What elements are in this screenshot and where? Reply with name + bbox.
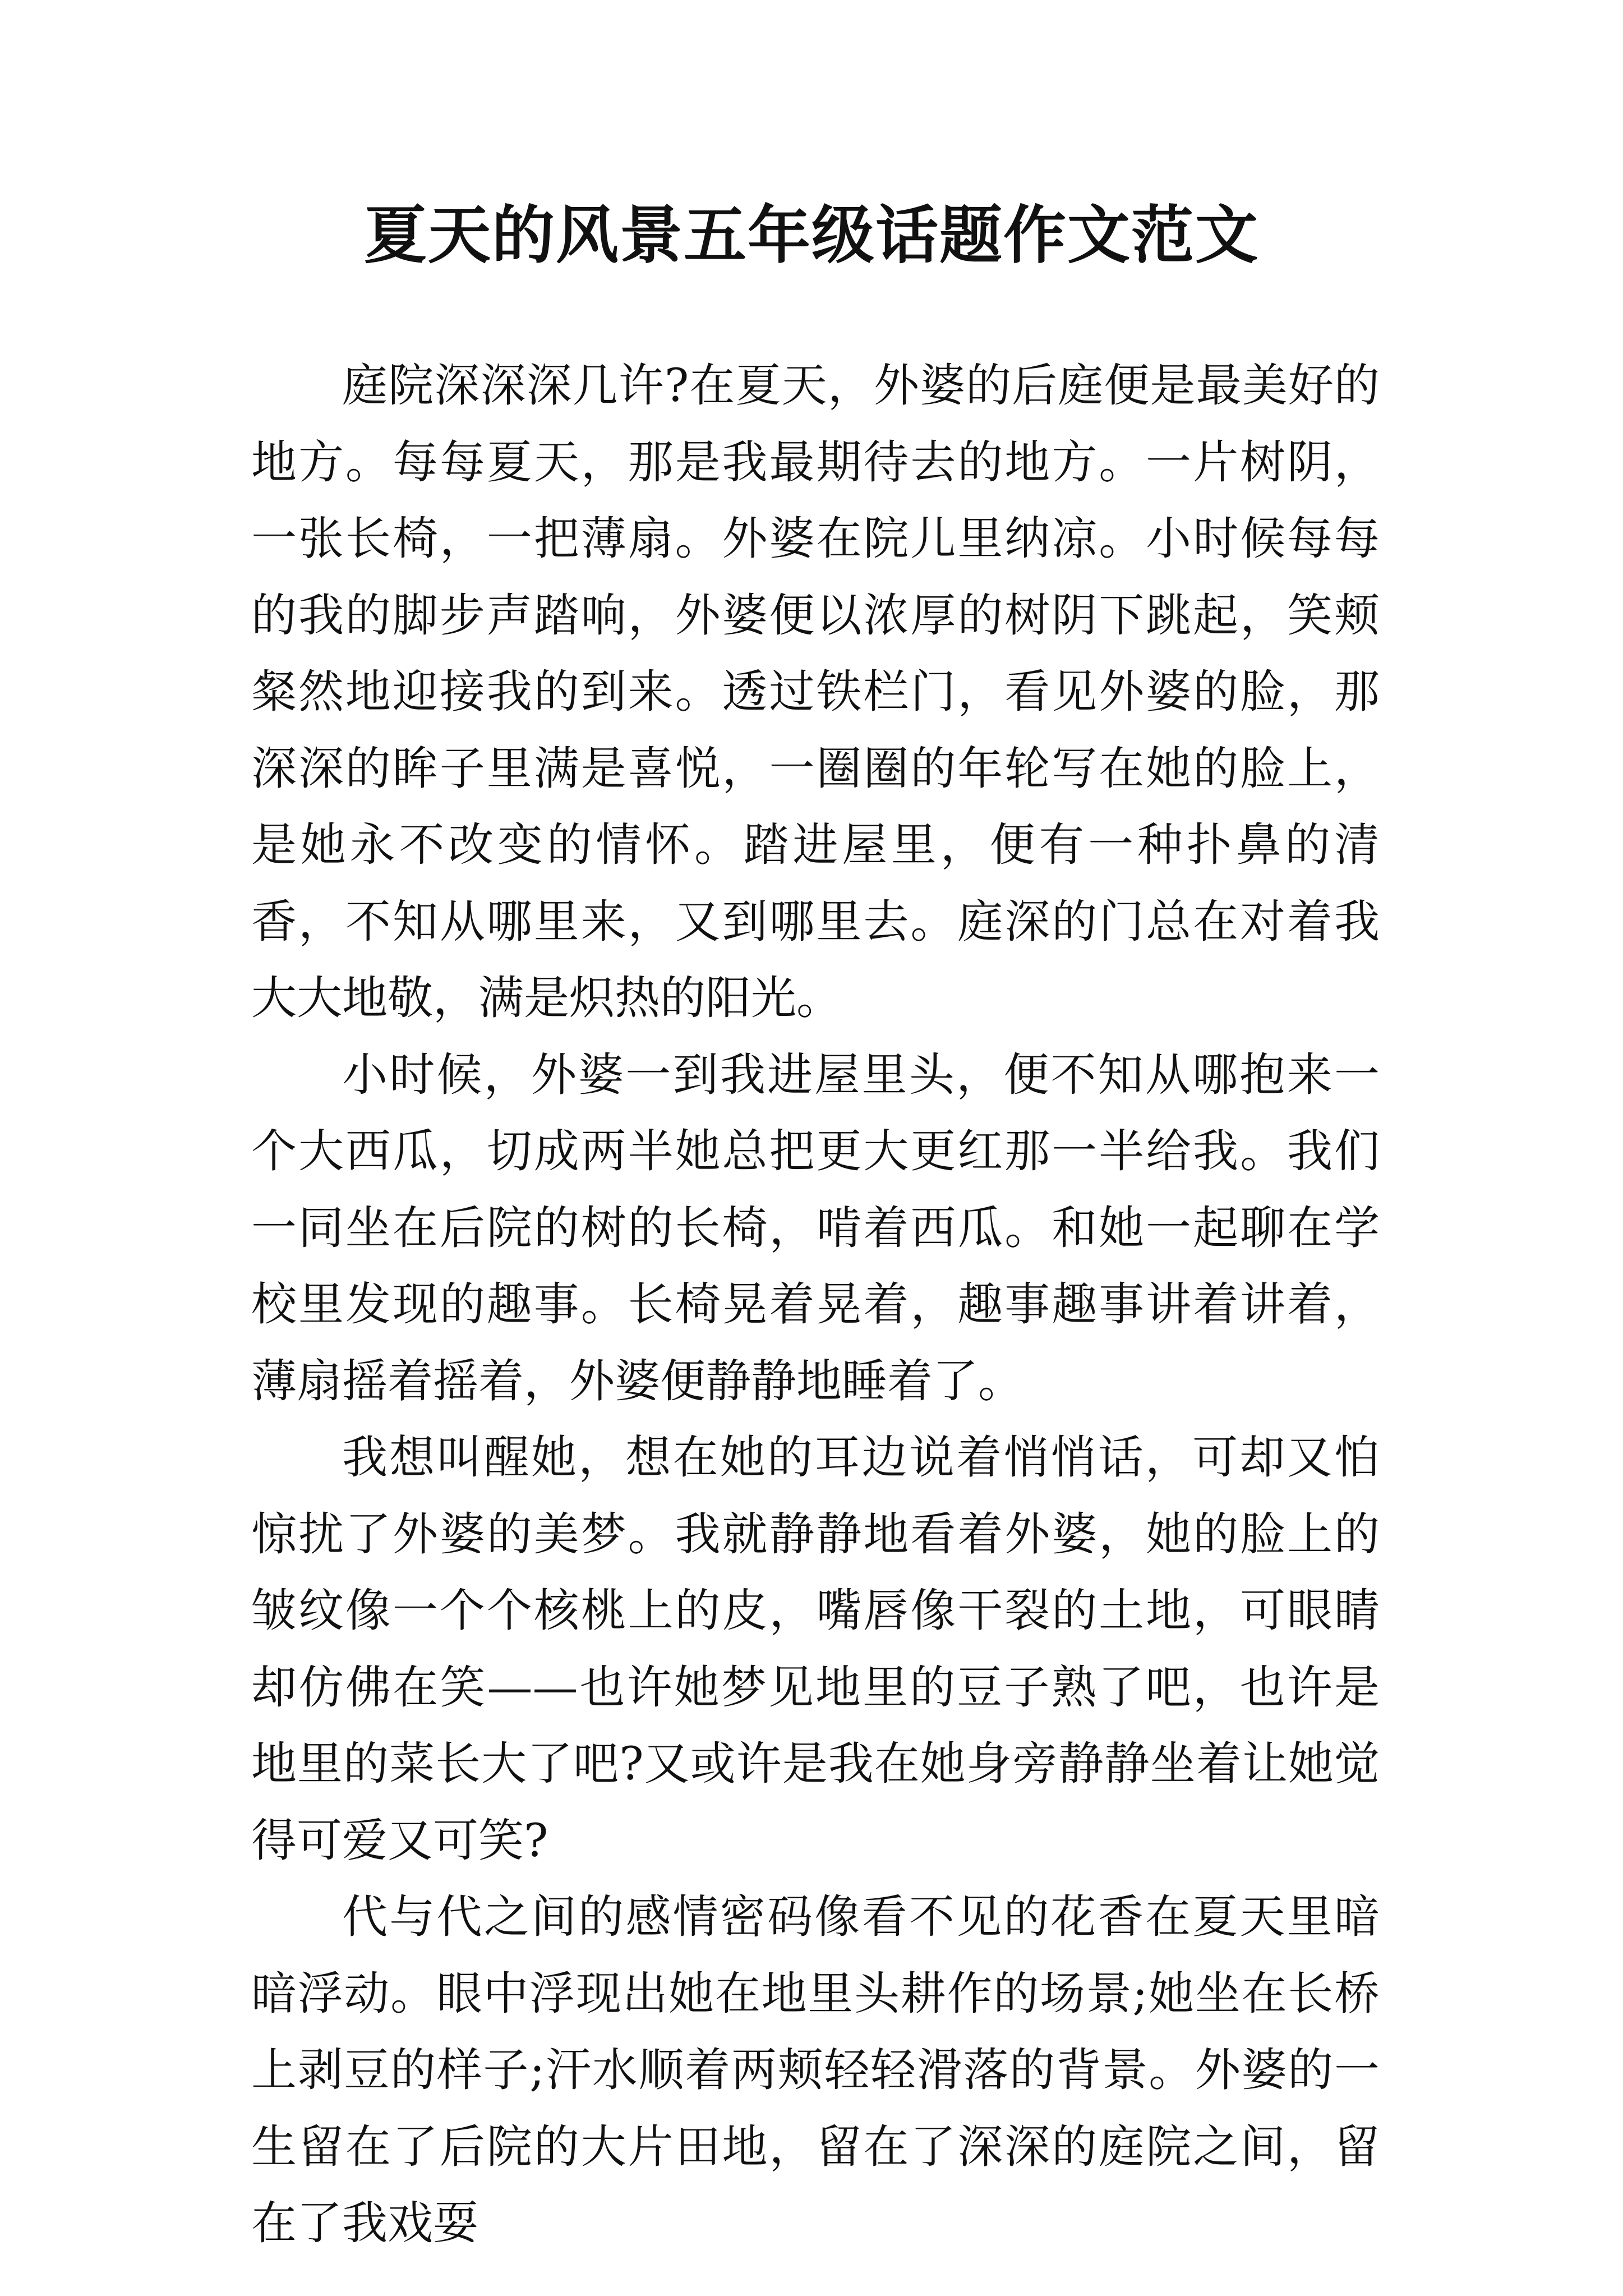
document-title: 夏天的风景五年级话题作文范文 [364, 199, 1259, 272]
paragraph: 代与代之间的感情密码像看不见的花香在夏天里暗暗浮动。眼中浮现出她在地里头耕作的场景;她坐在长桥上剥豆的样子;汗水顺着两颊轻轻滑落的背景。外婆的一生留在了后院的大片田地，留在了深深的庭院之间，留在了我戏耍 [251, 1891, 1380, 2250]
paragraph: 庭院深深深几许?在夏天，外婆的后庭便是最美好的地方。每每夏天，那是我最期待去的地方。一片树阴，一张长椅，一把薄扇。外婆在院儿里纳凉。小时候每每的我的脚步声踏响，外婆便以浓厚的树阴下跳起，笑颊粲然地迎接我的到来。透过铁栏门，看见外婆的脸，那深深的眸子里满是喜悦，一圈圈的年轮写在她的脸上，是她永不改变的情怀。踏进屋里，便有一种扑鼻的清香，不知从哪里来，又到哪里去。庭深的门总在对着我大大地敬，满是炽热的阳光。 [251, 360, 1380, 1025]
paragraph: 我想叫醒她，想在她的耳边说着悄悄话，可却又怕惊扰了外婆的美梦。我就静静地看着外婆，她的脸上的皱纹像一个个核桃上的皮，嘴唇像干裂的土地，可眼睛却仿佛在笑——也许她梦见地里的豆子熟了吧，也许是地里的菜长大了吧?又或许是我在她身旁静静坐着让她觉得可爱又可笑? [251, 1432, 1380, 1867]
paragraph: 小时候，外婆一到我进屋里头，便不知从哪抱来一个大西瓜，切成两半她总把更大更红那一半给我。我们一同坐在后院的树的长椅，啃着西瓜。和她一起聊在学校里发现的趣事。长椅晃着晃着，趣事趣事讲着讲着，薄扇摇着摇着，外婆便静静地睡着了。 [251, 1048, 1380, 1408]
document-body [251, 348, 1380, 2262]
